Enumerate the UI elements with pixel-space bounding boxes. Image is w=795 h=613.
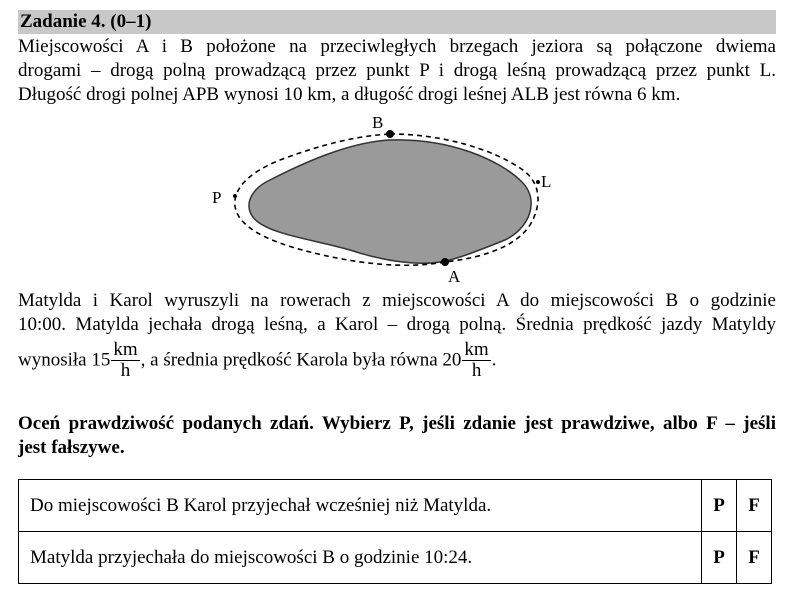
point-B [386,130,394,138]
task-title: Zadanie 4. (0–1) [20,11,152,32]
intro-line-1: Miejscowości A i B położone na przeciwległych brzegach jeziora są połączone dwiema [18,36,776,57]
label-B: B [372,113,384,132]
lake-diagram [200,110,580,290]
unit-fraction-karol [462,340,490,381]
true-option[interactable]: P [702,480,737,532]
intro-line-2: drogami – drogą polną prowadzącą przez punkt P i drogą leśną prowadzącą przez punkt L. [18,60,776,81]
point-P [233,194,237,198]
intro-line-3: Długość drogi polnej APB wynosi 10 km, a długość drogi leśnej ALB jest równa 6 km. [18,84,681,105]
story-paragraph [18,289,776,337]
label-P: P [212,188,222,207]
unit-numerator: km [464,339,489,360]
false-option[interactable]: F [737,480,772,532]
instruction-line-2: jest fałszywe. [18,437,125,458]
unit-denominator: h [471,360,482,381]
story-line-2: 10:00. Matylda jechała drogą leśną, a Karol – drogą polną. Średnia prędkość jazdy Matyldy [18,314,776,335]
unit-denominator: h [120,360,131,381]
unit-fraction-matylda [111,340,139,381]
statement-row [19,480,772,532]
statement-row [19,532,772,584]
intro-paragraph [18,35,776,107]
speed-suffix: . [491,349,497,371]
unit-numerator: km [113,339,138,360]
speed-line [18,340,496,390]
label-A: A [448,267,461,286]
speed-mid: , a średnia prędkość Karola była równa 20 [140,349,462,371]
label-L: L [541,172,552,191]
true-false-table [18,479,772,584]
story-line-1: Matylda i Karol wyruszyli na rowerach z miejscowości A do miejscowości B o godzinie [18,290,776,311]
statement-text: Matylda przyjechała do miejscowości B o godzinie 10:24. [19,532,702,584]
speed-prefix: wynosiła 15 [18,349,111,371]
statement-text: Do miejscowości B Karol przyjechał wcześniej niż Matylda. [19,480,702,532]
instruction [18,412,776,460]
lake-shape [249,140,531,263]
instruction-line-1: Oceń prawdziwość podanych zdań. Wybierz P, jeśli zdanie jest prawdziwe, albo F – jeśli [18,413,776,434]
point-L [536,180,540,184]
true-option[interactable]: P [702,532,737,584]
false-option[interactable]: F [737,532,772,584]
point-A [441,258,449,266]
